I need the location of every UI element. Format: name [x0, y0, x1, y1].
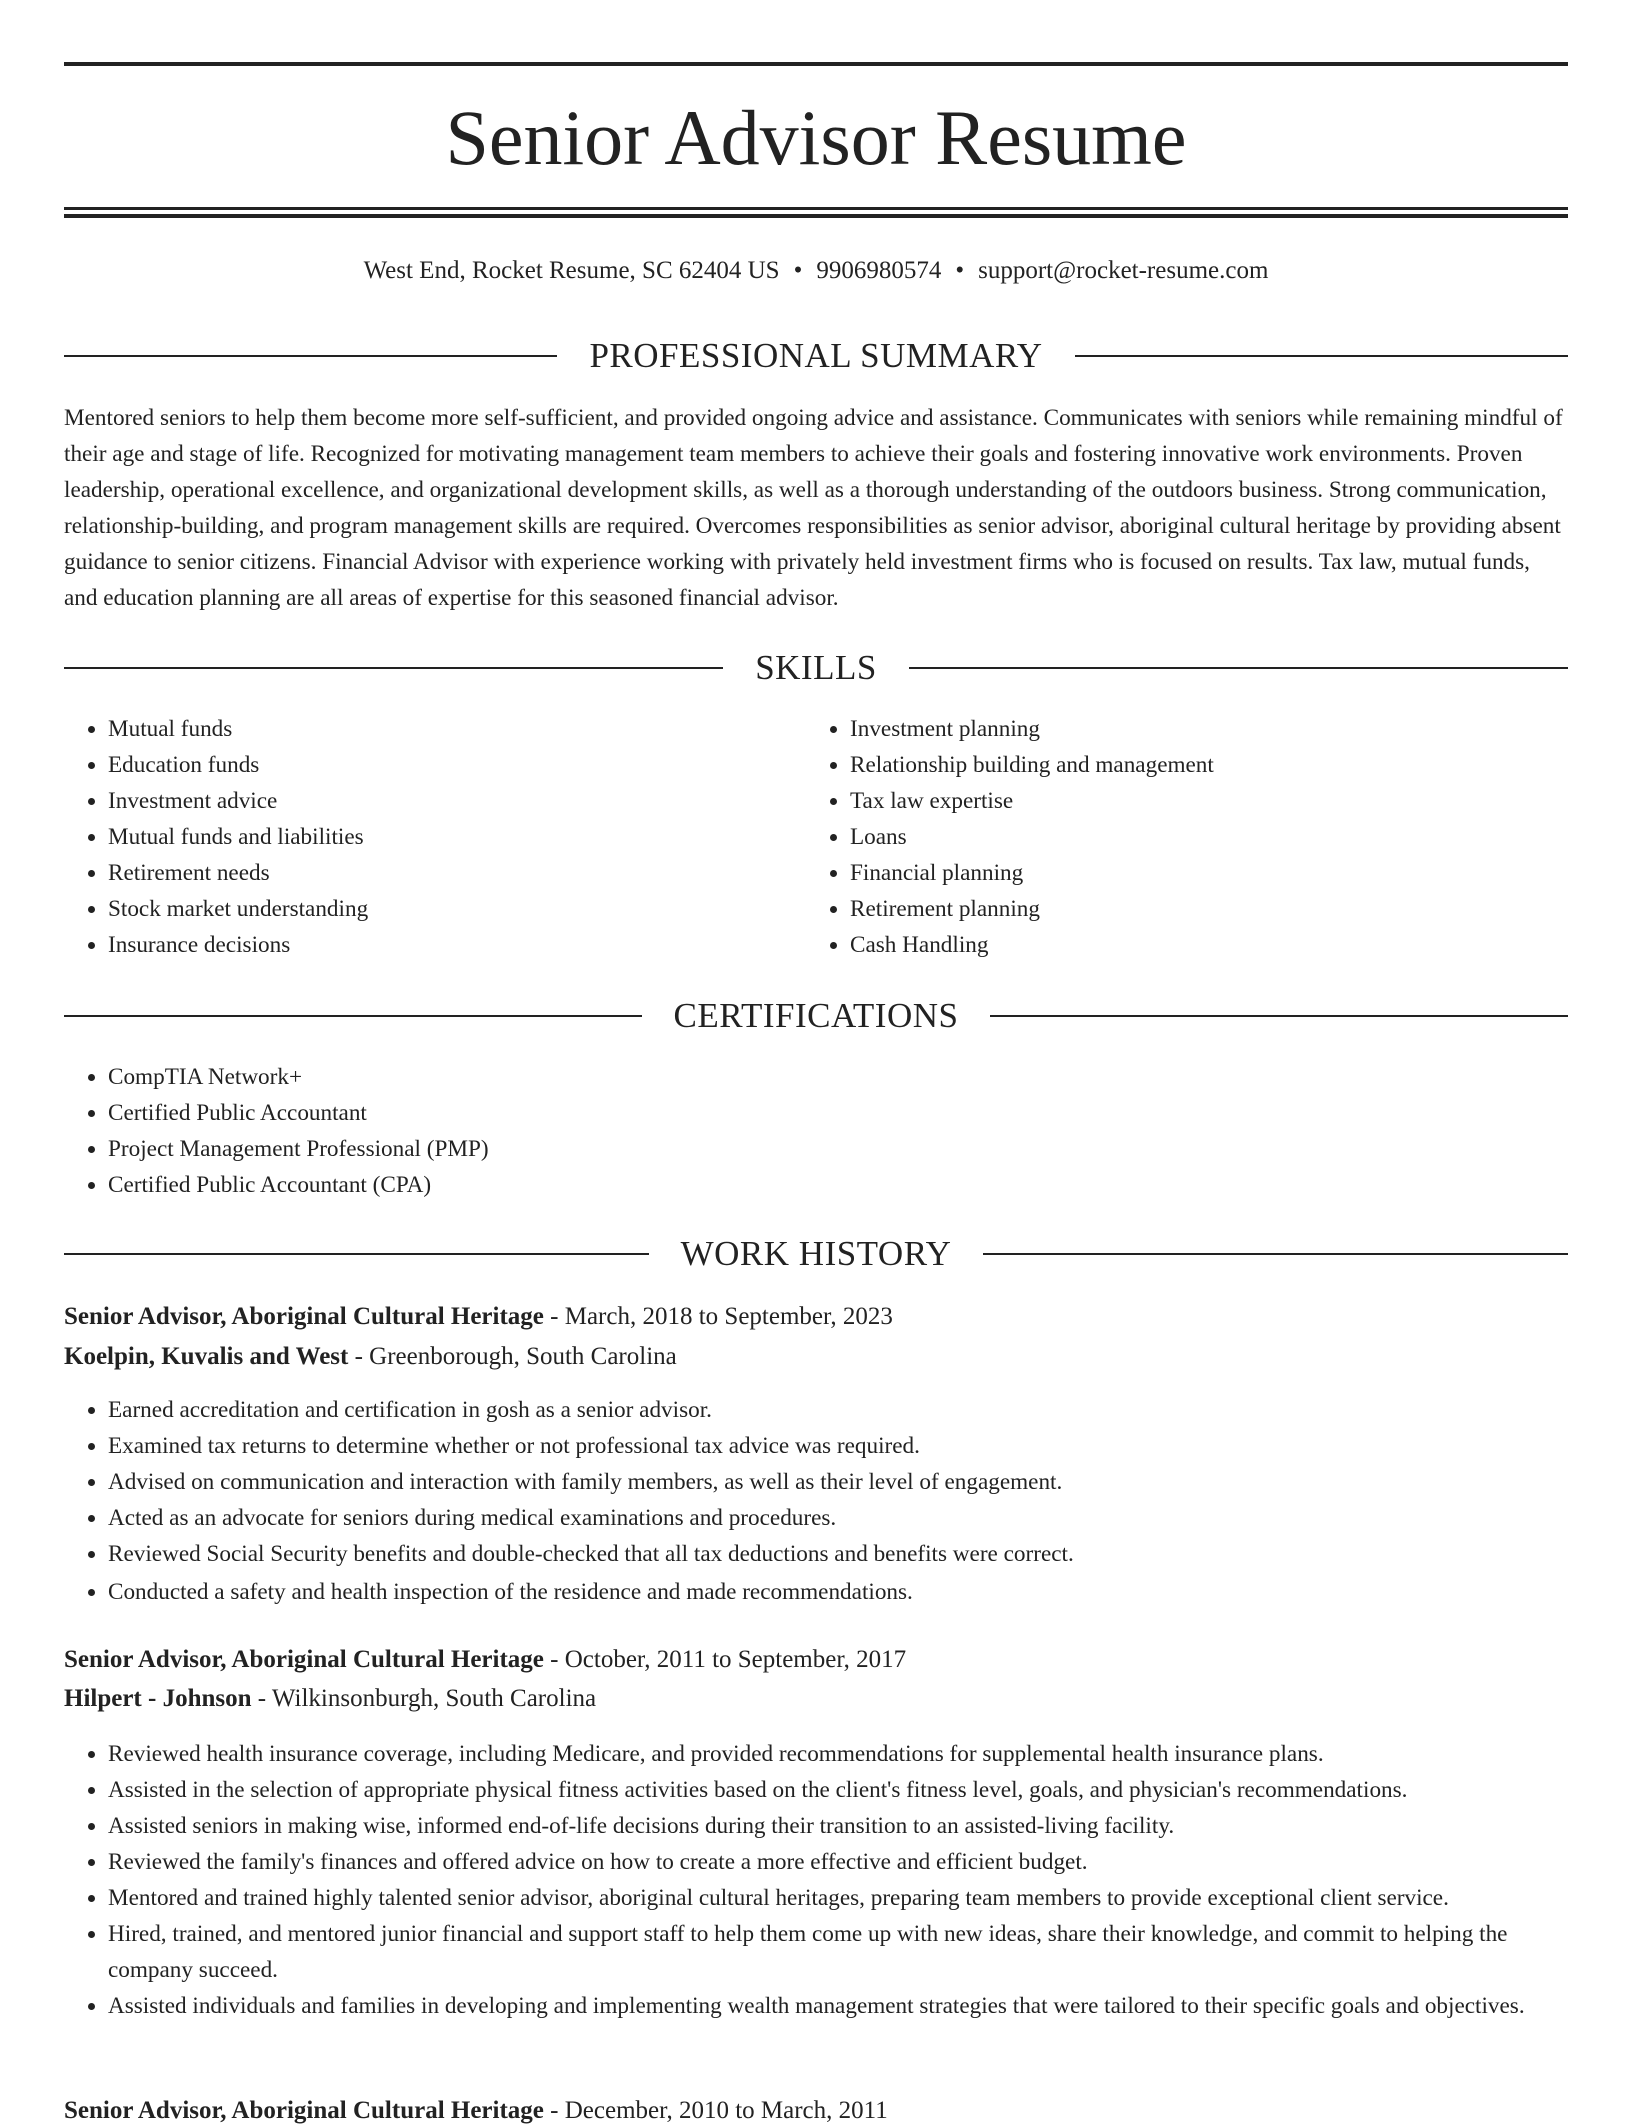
section-heading-work: [64, 1232, 1568, 1276]
summary-paragraph: Mentored seniors to help them become more self-sufficient, and provided ongoing advice and assistance. Communicates with seniors while remaining mindful of their age and stage of life. Recognized for motivating management team members to achieve their goals and fostering innovative work environments. Proven leadership, operational excellence, and organizational development skills, as well as a thorough understanding of the outdoors business. Strong communication, relationship-building, and program management skills are required. Overcomes responsibilities as senior advisor, aboriginal cultural heritage by providing absent guidance to senior citizens. Financial Advisor with experience working with privately held investment firms who is focused on results. Tax law, mutual funds, and education planning are all areas of expertise for this seasoned financial advisor.: [64, 405, 1563, 611]
heading-rule-left: [64, 1253, 649, 1255]
skill-item: • Investment planning: [850, 711, 1610, 747]
job-company-line: [64, 1340, 1568, 1374]
job-company-line: [64, 1682, 1568, 1716]
job-bullet: • Assisted in the selection of appropriate physical fitness activities based on the client's fitness level, goals, and physician's recommendations.: [108, 1772, 1568, 1808]
job-bullets: [64, 1392, 1568, 1610]
skill-item: • Mutual funds and liabilities: [108, 819, 808, 855]
heading-rule-right: [909, 667, 1568, 669]
job-dates: - December, 2010 to March, 2011: [543, 2097, 888, 2124]
skill-item: • Tax law expertise: [850, 783, 1610, 819]
job-bullet: • Reviewed the family's finances and offered advice on how to create a more effective and efficient budget.: [108, 1844, 1568, 1880]
job-title: Senior Advisor, Aboriginal Cultural Heritage: [64, 1646, 544, 1673]
job-dates: - March, 2018 to September, 2023: [543, 1303, 893, 1330]
job-bullet: • Assisted seniors in making wise, informed end-of-life decisions during their transition to an assisted-living facility.: [108, 1808, 1568, 1844]
certification-item: • Certified Public Accountant: [108, 1095, 1568, 1131]
job-company: Koelpin, Kuvalis and West: [64, 1343, 349, 1370]
job-bullet: • Assisted individuals and families in developing and implementing wealth management strategies that were tailored to their specific goals and objectives.: [108, 1988, 1568, 2024]
certification-item: • Project Management Professional (PMP): [108, 1131, 1568, 1167]
job-bullet: • Examined tax returns to determine whether or not professional tax advice was required.: [108, 1428, 1568, 1464]
contact-phone: 9906980574: [816, 257, 942, 284]
skills-list-right: [806, 711, 1610, 963]
skill-item: • Loans: [850, 819, 1610, 855]
job-location: - Wilkinsonburgh, South Carolina: [251, 1685, 597, 1712]
heading-rule-left: [64, 355, 557, 357]
job-title: Senior Advisor, Aboriginal Cultural Heritage: [64, 2097, 544, 2124]
contact-line: [64, 255, 1568, 287]
job-title-line: [64, 1300, 1568, 1334]
skill-item: • Retirement planning: [850, 891, 1610, 927]
section-title: WORK HISTORY: [680, 1234, 952, 1273]
certification-item: • CompTIA Network+: [108, 1059, 1568, 1095]
heading-rule-right: [1075, 355, 1568, 357]
job-bullet: • Advised on communication and interaction with family members, as well as their level of engagement.: [108, 1464, 1568, 1500]
job-location: - Greenborough, South Carolina: [348, 1343, 677, 1370]
skill-item: • Retirement needs: [108, 855, 808, 891]
skill-item: • Financial planning: [850, 855, 1610, 891]
job-bullet: • Reviewed Social Security benefits and double-checked that all tax deductions and benefits were correct.: [108, 1536, 1568, 1572]
contact-separator: •: [793, 257, 803, 284]
top-rule: [64, 62, 1568, 66]
certifications-list: [64, 1059, 1568, 1203]
job-dates: - October, 2011 to September, 2017: [543, 1646, 907, 1673]
job-bullet: • Earned accreditation and certification in gosh as a senior advisor.: [108, 1392, 1568, 1428]
job-bullet: • Mentored and trained highly talented senior advisor, aboriginal cultural heritages, preparing team members to provide exceptional client service.: [108, 1880, 1568, 1916]
section-heading-skills: [64, 646, 1568, 690]
skill-item: • Stock market understanding: [108, 891, 808, 927]
contact-email: support@rocket-resume.com: [978, 257, 1269, 284]
job-title-line: [64, 2094, 1568, 2128]
certification-item: • Certified Public Accountant (CPA): [108, 1167, 1568, 1203]
skill-item: • Investment advice: [108, 783, 808, 819]
job-bullet: • Acted as an advocate for seniors during medical examinations and procedures.: [108, 1500, 1568, 1536]
contact-address: West End, Rocket Resume, SC 62404 US: [363, 257, 780, 284]
page-title: Senior Advisor Resume: [445, 94, 1187, 181]
job-bullet: • Hired, trained, and mentored junior financial and support staff to help them come up with new ideas, share their knowledge, and commit to helping the company succeed.: [108, 1916, 1568, 1988]
job-company: Hilpert - Johnson: [64, 1685, 252, 1712]
skill-item: • Education funds: [108, 747, 808, 783]
section-heading-certifications: [64, 994, 1568, 1038]
heading-rule-right: [983, 1253, 1568, 1255]
skill-item: • Mutual funds: [108, 711, 808, 747]
skills-list-left: [64, 711, 808, 963]
heading-rule-left: [64, 1015, 642, 1017]
section-title: CERTIFICATIONS: [673, 996, 959, 1035]
skill-item: • Insurance decisions: [108, 927, 808, 963]
section-heading-summary: [64, 334, 1568, 378]
heading-rule-left: [64, 667, 723, 669]
job-bullets: [64, 1736, 1568, 2024]
heading-rule-right: [990, 1015, 1568, 1017]
job-title: Senior Advisor, Aboriginal Cultural Heritage: [64, 1303, 544, 1330]
skill-item: • Relationship building and management: [850, 747, 1610, 783]
job-title-line: [64, 1643, 1568, 1677]
contact-separator: •: [955, 257, 965, 284]
job-bullet: • Conducted a safety and health inspection of the residence and made recommendations.: [108, 1574, 1568, 1610]
section-title: PROFESSIONAL SUMMARY: [589, 336, 1043, 375]
title-double-rule: [64, 207, 1568, 218]
section-title: SKILLS: [755, 648, 877, 687]
skill-item: • Cash Handling: [850, 927, 1610, 963]
job-bullet: • Reviewed health insurance coverage, including Medicare, and provided recommendations for supplemental health insurance plans.: [108, 1736, 1568, 1772]
